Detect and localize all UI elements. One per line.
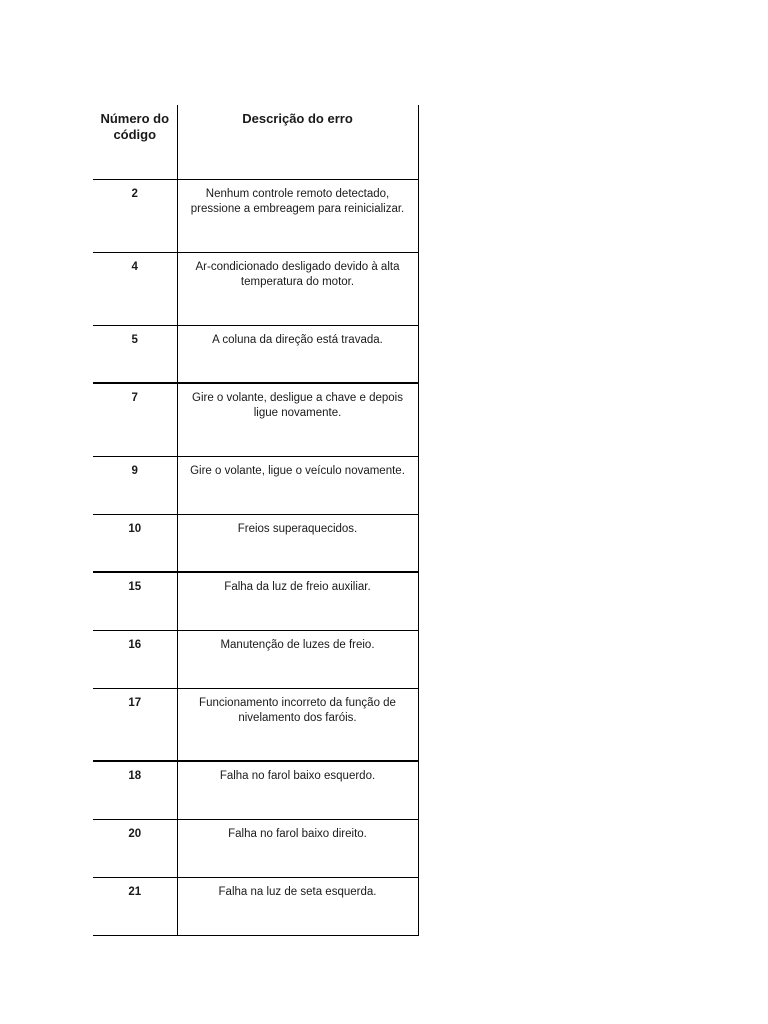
error-description: Funcionamento incorreto da função de nivelamento dos faróis. <box>177 688 418 761</box>
code-number: 17 <box>93 688 177 761</box>
table-row <box>93 325 418 383</box>
table-row <box>93 383 418 456</box>
table-row <box>93 819 418 877</box>
table-row <box>93 688 418 761</box>
table-row <box>93 572 418 630</box>
error-description: Nenhum controle remoto detectado, pressione a embreagem para reinicializar. <box>177 179 418 252</box>
header-code-number: Número do código <box>93 105 177 179</box>
table-row <box>93 761 418 819</box>
table-row <box>93 252 418 325</box>
table-row <box>93 877 418 935</box>
code-number: 7 <box>93 383 177 456</box>
table-row <box>93 456 418 514</box>
error-description: Freios superaquecidos. <box>177 514 418 572</box>
code-number: 10 <box>93 514 177 572</box>
table-row <box>93 179 418 252</box>
code-number: 2 <box>93 179 177 252</box>
error-description: A coluna da direção está travada. <box>177 325 418 383</box>
error-code-table <box>93 105 419 936</box>
table-header-row <box>93 105 418 179</box>
header-error-description: Descrição do erro <box>177 105 418 179</box>
error-description: Falha no farol baixo direito. <box>177 819 418 877</box>
error-description: Falha da luz de freio auxiliar. <box>177 572 418 630</box>
code-number: 16 <box>93 630 177 688</box>
error-description: Falha na luz de seta esquerda. <box>177 877 418 935</box>
error-description: Falha no farol baixo esquerdo. <box>177 761 418 819</box>
error-description: Gire o volante, ligue o veículo novamente. <box>177 456 418 514</box>
code-number: 21 <box>93 877 177 935</box>
code-number: 15 <box>93 572 177 630</box>
code-number: 18 <box>93 761 177 819</box>
code-number: 9 <box>93 456 177 514</box>
code-number: 5 <box>93 325 177 383</box>
code-number: 20 <box>93 819 177 877</box>
code-number: 4 <box>93 252 177 325</box>
error-description: Ar-condicionado desligado devido à alta temperatura do motor. <box>177 252 418 325</box>
table-row <box>93 630 418 688</box>
error-description: Manutenção de luzes de freio. <box>177 630 418 688</box>
table-row <box>93 514 418 572</box>
error-description: Gire o volante, desligue a chave e depois ligue novamente. <box>177 383 418 456</box>
